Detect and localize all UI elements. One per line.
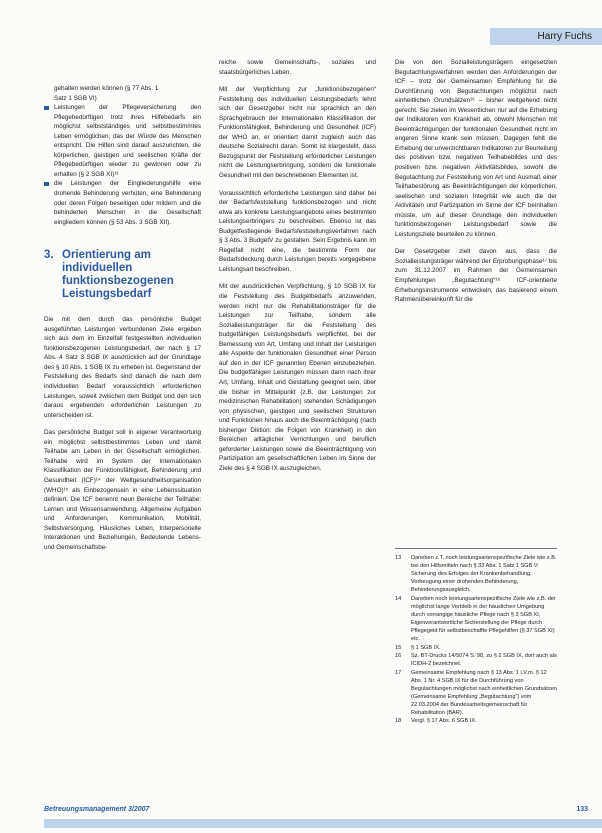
bullet-item: Leistungen der Pflegeversicherung den Pflegebedürftigen trotz ihres Hilfebedarfs ein möglichst selbstständiges und selbstbestimmtes Leben ermöglichen, das der Würde des Menschen entspricht. Die Hilfen sind darauf auszurichten, die körperlichen, geistigen und seelischen Kräfte der Pflegebedürftigen wieder zu gewinnen oder zu erhalten (§ 2 SGB XI)¹³ bbox=[44, 103, 201, 179]
footnote-number: 17 bbox=[395, 669, 402, 676]
paragraph: Der Gesetzgeber zielt davon aus, dass die Sozialleistungsträger während der Erprobungsphase¹⁷ bis zum 31.12.2007 im Rahmen der Gemeinsamen Empfehlungen „Begutachtung“¹⁸ ICF-orientierte Erhebungsinstrumente entwickeln, das basierend einem Rahmenübereinkunft für die bbox=[395, 248, 557, 304]
footnote-text: Vergl. § 17 Abs. 6 SGB IX. bbox=[411, 718, 477, 725]
footnote-text: Gemeinsame Empfehlung nach § 13 Abs. 1 i.V.m. § 12 Abs. 1 Nr. 4 SGB IX für die Durchführung von Begutachtungen möglichst nach einheitlichen Grundsätzen (Gemeinsame Empfehlung „Begutachtung“) vom 22.03.2004 der Bundesarbeitsgemeinschaft für Rehabilitation (BAR). bbox=[411, 669, 557, 716]
journal-footer: Betreuungsmanagement 3/2007 bbox=[44, 806, 150, 813]
footnote bbox=[395, 595, 557, 643]
page-number: 133 bbox=[576, 806, 588, 813]
lead-text-2: Satz 1 SGB VI) bbox=[54, 94, 97, 102]
bullet-item: die Leistungen der Eingliederungshilfe eine drohende Behinderung verhüten, eine Behinderung oder deren Folgen beseitigen oder mildern und die behinderten Menschen in die Gesellschaft eingliedern können (§ 53 Abs. 3 SGB XII). bbox=[44, 179, 201, 227]
author-header: Harry Fuchs bbox=[490, 28, 602, 45]
footnote bbox=[395, 652, 557, 668]
section-number: 3. bbox=[44, 249, 54, 262]
footnote-number: 13 bbox=[395, 555, 402, 561]
footnote-number: 16 bbox=[395, 653, 402, 660]
lead-line bbox=[44, 84, 201, 103]
footnote-number: 18 bbox=[395, 718, 402, 725]
paragraph: Die von den Sozialleistungsträgern eingesetzten Begutachtungsverfahren werden den Anforderungen der ICF – trotz der Gemeinsamen Empfehlung für die Durchführung von Begutachtungen möglichst nach einheitlichen Grundsätzen¹⁶ – bisher weitgehend nicht gerecht. Sie zielen im Wesentlichen nur auf die Erhebung der Indikatoren von Krankheit ab, obwohl Menschen mit Beeinträchtigungen der funktionalen Gesundheit nicht im engeren Sinne krank sein müssen. Dagegen fehlt die Erhebung der unverzichtbaren Indikatoren zur Beurteilung des positiven bzw. negativen Teilhabebildes und des positiven bzw. negativen Aktivitätsbildes, sowohl die Begutachtung zur Feststellung von Art und Ausmaß einer Teilhabestörung als Beeinträchtigungen der körperlichen, seelischen und sozialen Integrität wie auch die der Aktivitäten und Partizipation im Sinne der ICF beinhalten müsste, um auf dieser Grundlage den individuellen funktionsbezogenen Leistungsbedarf sowie die Leistungsziele beurteilen zu können. bbox=[395, 59, 557, 238]
paragraph: Das persönliche Budget soll in eigener Verantwortung ein möglichst selbstbestimmtes Leben und damit Teilhabe am Leben in der Gesellschaft ermöglichen. Teilhabe wird im System der Internationalen Klassifikation der Funktionsfähigkeit, Behinderung und Gesundheit (ICF)¹⁴ der Weltgesundheitsorganisation (WHO)¹⁵ als Einbezogensein in eine Lebenssituation definiert. Die ICF benennt neun Bereiche der Teilhabe: Lernen und Wissensanwendung, Allgemeine Aufgaben und Anforderungen, Kommunikation, Mobilität, Selbstversorgung, Häusliches Leben, Interpersonelle Interaktionen und Beziehungen, Bedeutende Lebens- und Gemeinschaftsbe- bbox=[44, 429, 201, 551]
footnote-divider bbox=[395, 548, 557, 549]
footnote-text: § 1 SGB IX. bbox=[411, 644, 441, 651]
paragraph: Mit der Verpflichtung zur „funktionsbezogenen“ Feststellung des individuellen Leistungsbedarfs lehnt sich der Gesetzgeber nicht nur sprachlich an den Sprachgebrauch der Internationalen Klassifikation der Funktionsfähigkeit, Behinderung und Gesundheit (ICF) der WHO an, er orientiert damit zugleich auch das deutsche Sozialrecht daran. Somit ist klargestellt, dass Bezugspunkt der Feststellung erforderlicher Leistungen nicht die Leistungserbringung, sondern die funktionale Gesundheit mit den beschriebenen Elementen ist. bbox=[219, 86, 376, 180]
footnote bbox=[395, 717, 557, 725]
footnotes bbox=[395, 554, 557, 726]
footnote bbox=[395, 554, 557, 594]
column-right bbox=[395, 58, 557, 305]
paragraph: Mit der ausdrücklichen Verpflichtung, § 10 SGB IX für die Feststellung des Budgetbedarfs anzuwenden, werden nicht nur die Rehabilitationsträger für die Leistungen zur Teilhabe, sondern alle Sozialleistungsträger für die Feststellung des budgetfähigen Leistungsbedarfs verpflichtet, bei der Bemessung von Art, Umfang und Inhalt der Leistungen alle Aspekte der funktionalen Gesundheit einer Person auf den in der ICF genannten Ebenen einzubeziehen. Die budgetfähigen Leistungen müssen dann nach ihrer Art, Umfang, Inhalt und Gestaltung geeignet sein, über die bisher im Mittelpunkt (z.B. der Leistungen zur medizinischen Rehabilitation) stehenden Schädigungen von physischen, geistigen und seelischen Strukturen und Funktionen hinaus auch die Beeinträchtigung (nach bisheriger Diktion: die Folgen von Krankheit) in den Bereichen alltäglicher Verrichtungen und beruflich geforderter Leistungen sowie die Beeinträchtigung von Partizipation am gesellschaftlichen Leben im Sinne der Ziele des § 4 SGB IX auszugleichen. bbox=[219, 283, 376, 472]
paragraph: Die mit dem durch das persönliche Budget ausgeführten Leistungen verbundenen Ziele ergeben sich aus dem im Einzelfall festgestellten individuellen funktionsbezogenen Leistungsbedarf, der nach § 17 Abs. 4 Satz 3 SGB IX ausdrücklich auf der Grundlage des § 10 Abs. 1 SGB IX zu erheben ist. Gegenstand der Feststellung des Bedarfs sind danach die nach dem individuellen Bedarf voraussichtlich erforderlichen Leistungen, soweit zwischen dem Budget und den sich daraus ergebenden erforderlichen Leistungen zu unterscheiden ist. bbox=[44, 316, 201, 419]
footer-bar bbox=[44, 819, 602, 828]
footnote-text: Daneben z.T. noch leistungsartenspezifische Ziele wie z.B. bei den Hilfsmitteln nach § 33 Abs. 1 Satz 1 SGB V: Sicherung des Erfolges der Krankenbehandlung, Vorbeugung einer drohenden Behinderung, Behinderungsausgleich. bbox=[411, 555, 557, 594]
section-heading bbox=[44, 249, 201, 301]
bullet-list bbox=[44, 103, 201, 227]
footnote-number: 14 bbox=[395, 595, 402, 602]
column-middle bbox=[219, 58, 376, 473]
footnote bbox=[395, 644, 557, 652]
footnote-text: Sz. BT-Drucks 14/5074 S. 98, zu § 2 SGB IX, dort auch als ICIDH-2 bezeichnet. bbox=[411, 653, 557, 668]
footnote bbox=[395, 669, 557, 717]
paragraph: reiche sowie Gemeinschafts-, soziales und staatsbürgerliches Leben. bbox=[219, 59, 376, 76]
paragraph: Voraussichtlich erforderliche Leistungen sind daher bei der Bedarfsfeststellung funktionsbezogen und nicht etwa als konkrete Leistungsangebote eines bestimmten Leistungserbringers zu beschreiben. Ebenso ist das Budgetfestlegende Bedarfsfeststellungsverfahren nach § 3 Abs. 3 BudgetV zu gestalten. Sein Ergebnis kann im Regelfall nicht eine, die bestimmte Form der Bedarfsdeckung durch Leistungen bereits vorgegebene Leistungsart beschreiben. bbox=[219, 189, 376, 273]
footnote-number: 15 bbox=[395, 644, 402, 651]
section-title: Orientierung am individuellen funktionsbezogenen Leistungsbedarf bbox=[62, 249, 174, 301]
column-left bbox=[44, 84, 201, 552]
lead-text-1: gehalten werden können (§ 77 Abs. 1 bbox=[54, 85, 159, 92]
footnote-text: Daneben noch leistungsartenspezifische Ziele wie z.B. der möglichst lange Verbleib in der häuslichen Umgebung durch vorrangige häusliche Pflege nach § 3 SGB XI, Eigenverantwortliche Sicherstellung der Pflege durch Pflegegeld für selbstbeschaffte Pflegehilfen (§ 37 SGB XI) etc. bbox=[411, 595, 556, 642]
